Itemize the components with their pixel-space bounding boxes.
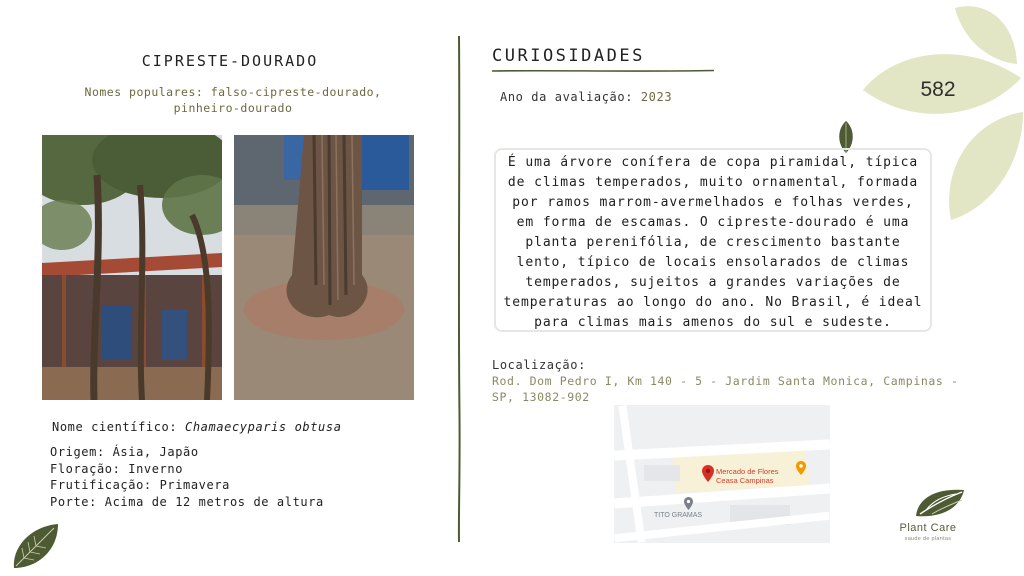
popular-names-label: Nomes populares:: [84, 85, 204, 99]
popular-names: [48, 84, 418, 116]
fact-label: Origem:: [50, 445, 105, 459]
title-underline: [492, 68, 714, 74]
column-divider: [457, 36, 461, 542]
plant-care-logo-icon: [912, 486, 968, 520]
map-place-subname: Ceasa Campinas: [716, 475, 774, 485]
map-poi-icon[interactable]: [796, 461, 806, 475]
decorative-leaf-bottom-left-icon: [10, 522, 60, 570]
fact-origin: [50, 444, 324, 461]
fact-flowering: [50, 461, 324, 478]
location-map[interactable]: [614, 405, 830, 543]
brand-tagline: saude de plantas: [904, 536, 952, 542]
leaf-shape-top: [955, 6, 1017, 64]
map-marker-gray-icon[interactable]: [684, 497, 693, 510]
fact-value: Primavera: [159, 478, 230, 492]
leaf-shape-bottom: [949, 112, 1023, 220]
scientific-name-value: Chamaecyparis obtusa: [185, 420, 342, 434]
evaluation-year-label: Ano da avaliação:: [500, 90, 634, 104]
map-place-label: [716, 468, 779, 485]
map-street-label: TITO GRAMAS: [654, 512, 703, 519]
curiosities-title: CURIOSIDADES: [492, 46, 645, 66]
fact-label: Frutificação:: [50, 478, 152, 492]
fact-size: [50, 494, 324, 511]
scientific-name-label: Nome científico:: [52, 420, 178, 434]
plant-title: CIPRESTE-DOURADO: [141, 52, 319, 70]
fact-label: Porte:: [50, 494, 97, 509]
evaluation-year: [500, 90, 672, 104]
location-label: Localização:: [492, 358, 586, 372]
evaluation-year-value: 2023: [640, 90, 673, 104]
fact-value: Inverno: [128, 461, 184, 476]
plant-photo-trunk: [234, 135, 414, 400]
plant-photo-trees: [42, 135, 222, 400]
map-pin-icon[interactable]: [702, 465, 714, 482]
fact-fruiting: [50, 477, 324, 494]
plant-facts: [50, 444, 324, 510]
location-address: Rod. Dom Pedro I, Km 140 - 5 - Jardim Santa Monica, Campinas - SP, 13082-902: [492, 374, 959, 404]
map-place-name: Mercado de Flores: [716, 467, 779, 476]
scientific-name: [52, 420, 342, 434]
popular-names-value: falso-cipreste-dourado, pinheiro-dourado: [173, 85, 382, 115]
fact-value: Ásia, Japão: [112, 445, 199, 459]
description-box: É uma árvore conífera de copa piramidal, típica de climas temperados, muito ornamental, formada por ramos marrom-avermelhados e folhas verdes, em forma de escamas. O cipreste-dourado é uma planta perenifólia, de crescimento bastante lento, típico de locais ensolarados de climas temperados, sujeitos a grandes variações de temperaturas ao longo do ano. No Brasil, é ideal para climas mais amenos do sul e sudeste.: [494, 148, 932, 332]
fact-label: Floração:: [50, 461, 121, 476]
brand-name: Plant Care: [899, 522, 957, 534]
page-number-badge: 582: [920, 78, 956, 101]
fact-value: Acima de 12 metros de altura: [104, 494, 324, 509]
